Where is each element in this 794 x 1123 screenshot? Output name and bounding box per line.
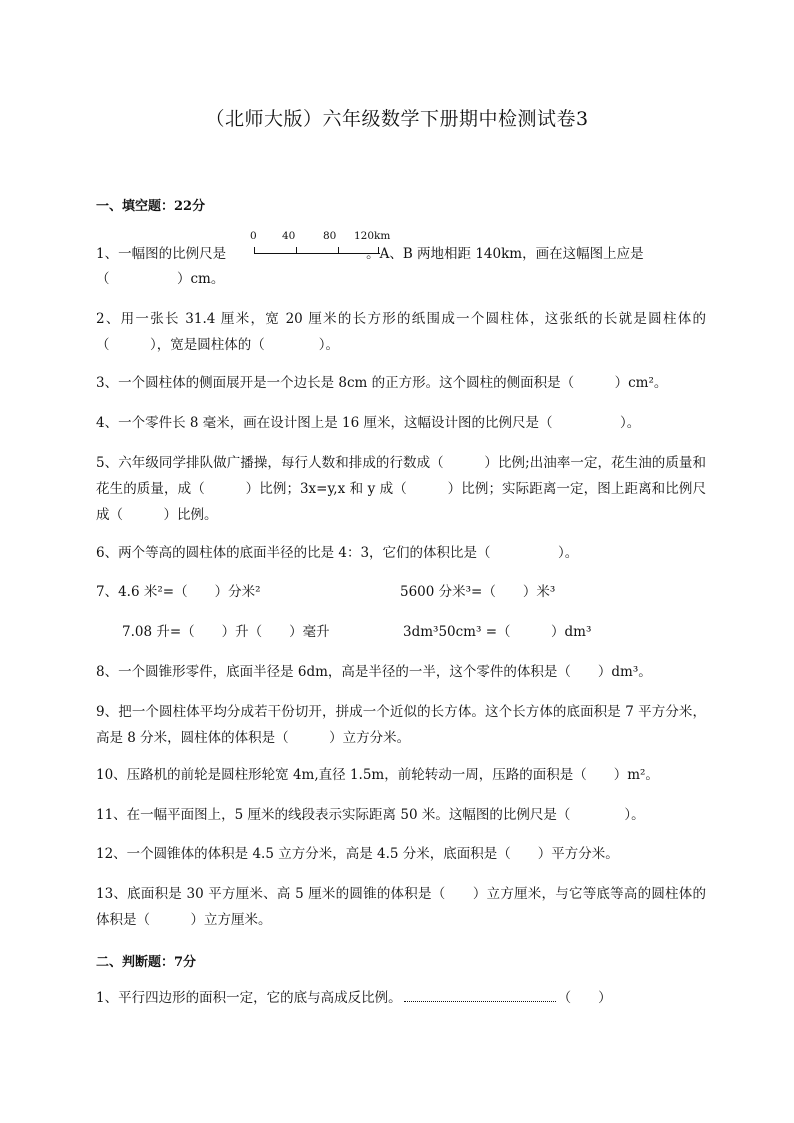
question-3: 3、一个圆柱体的侧面展开是一个边长是 8cm 的正方形。这个圆柱的侧面积是（ ）cm²。 [96,375,668,391]
question-6: 6、两个等高的圆柱体的底面半径的比是 4：3，它们的体积比是（ ）。 [96,545,579,561]
question-2: 2、用一张长 31.4 厘米，宽 20 厘米的长方形的纸围成一个圆柱体，这张纸的长就是圆柱体的（ ），宽是圆柱体的（ ）。 [96,311,706,353]
page-title: （北师大版）六年级数学下册期中检测试卷3 [205,108,589,130]
question-13: 13、底面积是 30 平方厘米、高 5 厘米的圆锥的体积是（ ）立方厘米，与它等底等高的圆柱体的体积是（ ）立方厘米。 [96,886,706,928]
question-9: 9、把一个圆柱体平均分成若干份切开，拼成一个近似的长方体。这个长方体的底面积是 7 平方分米，高是 8 分米，圆柱体的体积是（ ）立方分米。 [96,704,706,746]
section-heading-fill-in: 一、填空题：22分 [96,199,206,214]
question-10: 10、压路机的前轮是圆柱形轮宽 4m,直径 1.5m，前轮转动一周，压路的面积是（ ）m²。 [96,767,659,783]
judge-1-text: 1、平行四边形的面积一定，它的底与高成反比例。 [96,990,402,1006]
question-12: 12、一个圆锥体的体积是 4.5 立方分米，高是 4.5 分米，底面积是（ ）平方分米。 [96,846,619,862]
question-1-part-a: 1、一幅图的比例尺是 [96,246,227,262]
judge-1 [96,985,706,1011]
question-11: 11、在一幅平面图上，5 厘米的线段表示实际距离 50 米。这幅图的比例尺是（ ）。 [96,807,645,823]
scale-label-80: 80 [323,230,337,242]
question-7-a: 7、4.6 米²=（ ）分米² [96,584,261,600]
question-5: 5、六年级同学排队做广播操，每行人数和排成的行数成（ ）比例;出油率一定，花生油的质量和花生的质量，成（ ）比例；3x=y,x 和 y 成（ ）比例；实际距离一定，图上距离和比例尺成（ ）比例。 [96,455,706,523]
question-4: 4、一个零件长 8 毫米，画在设计图上是 16 厘米，这幅设计图的比例尺是（ ）。 [96,415,641,431]
question-8: 8、一个圆锥形零件，底面半径是 6dm，高是半径的一半，这个零件的体积是（ ）dm³。 [96,664,652,680]
section-heading-true-false: 二、判断题：7分 [96,955,197,970]
scale-label-120km: 120km [354,230,391,242]
question-7-row-1 [96,579,706,605]
judge-1-answer: （ ） [557,990,612,1006]
question-7-b: 5600 分米³=（ ）米³ [400,584,556,600]
scale-label-0: 0 [250,230,257,242]
scale-label-40: 40 [282,230,296,242]
question-1-part-b: 。A、B 两地相距 140km，画在这幅图上应是 [366,246,644,262]
answer-dotted-line [404,990,556,1002]
question-7-d: 3dm³50cm³ =（ ）dm³ [403,624,592,640]
question-7-c: 7.08 升=（ ）升（ ）毫升 [122,624,330,640]
question-1 [96,241,706,267]
question-1-answer: （ ）cm。 [96,271,225,287]
